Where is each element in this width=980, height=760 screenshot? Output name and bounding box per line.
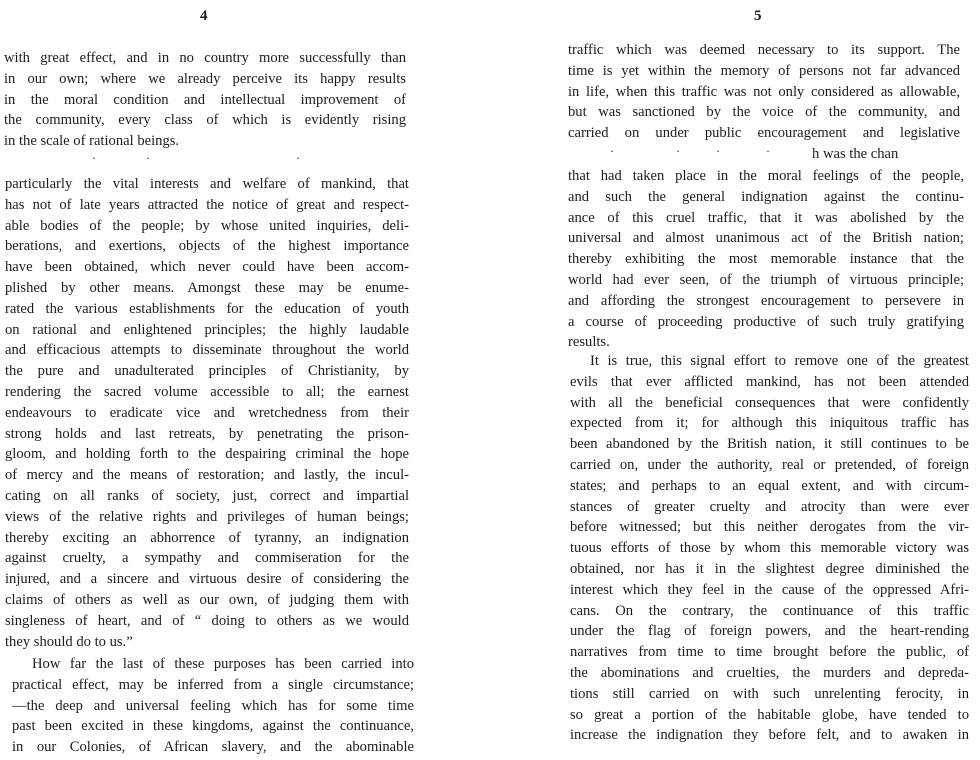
text-line: states; and perhaps to an equal extent, and with circum-: [570, 477, 969, 494]
text-line: in life, when this traffic was not only considered as allowable,: [568, 83, 960, 100]
text-line: past been excited in these kingdoms, against the continuance,: [12, 718, 414, 735]
text-line: tions still carried on with such unrelenting ferocity, in: [570, 685, 969, 702]
text-line: strong holds and last retreats, by penetrating the prison-: [5, 425, 409, 442]
text-line: have been obtained, which never could have been accom-: [5, 259, 409, 276]
left-break-dots: · · ·: [92, 151, 300, 165]
text-line: time is yet within the memory of persons not far advanced: [568, 62, 960, 79]
text-line: results.: [568, 334, 610, 351]
text-line: cating on all ranks of society, just, correct and impartial: [5, 487, 409, 504]
left-paragraph-top: [4, 48, 406, 152]
text-line: increase the indignation they before felt, and to awaken in: [570, 727, 969, 744]
text-line: they should do to us.”: [5, 633, 133, 650]
text-line: expected from it; for although this iniquitous traffic has: [570, 415, 969, 432]
right-paragraph-top: [568, 40, 960, 144]
text-line: It is true, this signal effort to remove one of the greatest: [590, 353, 969, 369]
text-line: interest which they feel in the cause of the oppressed Afri-: [570, 581, 969, 598]
text-line: in the moral condition and intellectual improvement of: [4, 91, 406, 108]
text-line: practical effect, may be inferred from a single circumstance;: [12, 676, 414, 693]
text-line: has not of late years attracted the notice of great and respect-: [5, 196, 409, 213]
text-line: the abominations and cruelties, the murders and depreda-: [570, 664, 969, 681]
text-line: in our Colonies, of African slavery, and the abominable: [12, 739, 414, 756]
left-page: [0, 0, 470, 760]
text-line: thereby exhibiting the most memorable instance that the: [568, 251, 964, 268]
text-line: berations, and exertions, objects of the highest importance: [5, 238, 409, 255]
text-line: How far the last of these purposes has been carried into: [32, 656, 414, 672]
text-line: carried on under public encouragement and legislative: [568, 125, 960, 142]
text-line: gloom, and holding forth to the despairing criminal the hope: [5, 446, 409, 463]
text-line: and efficacious attempts to disseminate throughout the world: [5, 342, 409, 359]
text-line: rated the various establishments for the education of youth: [5, 300, 409, 317]
text-line: rendering the sacred volume accessible to all; the earnest: [5, 383, 409, 400]
text-line: stances of greater cruelty and atrocity than were ever: [570, 498, 969, 515]
text-line: before witnessed; but this neither derogates from the vir-: [570, 519, 969, 536]
text-line: against cruelty, a sympathy and commiseration for the: [5, 550, 409, 567]
text-line: and affording the strongest encouragement to persevere in: [568, 292, 964, 309]
page-number-left: 4: [200, 8, 208, 24]
text-line: the community, every class of which is evidently rising: [4, 112, 406, 129]
text-line: and such the general indignation against the continu-: [568, 188, 964, 205]
text-line: world had ever seen, of the triumph of virtuous principle;: [568, 271, 964, 288]
text-line: tuous efforts of those by whom this memorable victory was: [570, 540, 969, 557]
text-line: traffic which was deemed necessary to its support. The: [568, 42, 960, 58]
right-page: [490, 0, 980, 760]
text-line: so great a portion of the habitable globe, have tended to: [570, 706, 969, 723]
text-line: evils that ever afflicted mankind, has not been attended: [570, 373, 969, 390]
text-line: plished by other means. Amongst these may be enume-: [5, 279, 409, 296]
text-line: with great effect, and in no country more successfully than: [4, 50, 406, 66]
text-line: views of the relative rights and privileges of human beings;: [5, 508, 409, 525]
right-paragraph-main: [568, 166, 964, 353]
text-line: obtained, nor has it in the slightest degree diminished the: [570, 560, 969, 577]
page-number-right: 5: [754, 8, 762, 24]
text-line: a course of proceeding productive of such truly gratifying: [568, 313, 964, 330]
text-line: of mercy and the means of restoration; and lastly, the incul-: [5, 467, 409, 484]
text-line: endeavours to eradicate vice and wretchedness from their: [5, 404, 409, 421]
right-paragraph-end: [570, 351, 969, 746]
text-line: —the deep and universal feeling which has for some time: [12, 697, 414, 714]
text-line: been abandoned by the British nation, it still continues to be: [570, 436, 969, 453]
text-line: in our own; where we already perceive its happy results: [4, 70, 406, 87]
left-paragraph-main: [5, 174, 409, 652]
text-line: claims of others as well as our own, of judging them with: [5, 591, 409, 608]
text-line: on rational and enlightened principles; the highly laudable: [5, 321, 409, 338]
text-line: able bodies of the people; by whose united inquiries, deli-: [5, 217, 409, 234]
text-line: that had taken place in the moral feelings of the people,: [568, 168, 964, 184]
text-line: cans. On the contrary, the continuance of this traffic: [570, 602, 969, 619]
text-line: the pure and unadulterated principles of Christianity, by: [5, 363, 409, 380]
text-line: singleness of heart, and of “ doing to others as we would: [5, 612, 409, 629]
right-break-dots: · · · ·: [610, 144, 770, 158]
text-line: under the flag of foreign powers, and the heart-rending: [570, 623, 969, 640]
text-line: carried on, under the authority, real or pretended, of foreign: [570, 456, 969, 473]
text-line: in the scale of rational beings.: [4, 133, 180, 150]
text-line: universal and almost unanimous act of the British nation;: [568, 230, 964, 247]
text-line: with all the beneficial consequences that were confidently: [570, 394, 969, 411]
text-line: narratives from time to time brought before the public, of: [570, 644, 969, 661]
text-line: ance of this cruel traffic, that it was abolished by the: [568, 209, 964, 226]
left-paragraph-end: [12, 654, 414, 758]
text-line: particularly the vital interests and welfare of mankind, that: [5, 176, 409, 192]
right-fragment-text: h was the chan: [812, 146, 899, 162]
text-line: thereby exciting an abhorrence of tyranny, an indignation: [5, 529, 409, 546]
text-line: but was sanctioned by the voice of the community, and: [568, 104, 960, 121]
text-line: injured, and a sincere and virtuous desire of considering the: [5, 571, 409, 588]
